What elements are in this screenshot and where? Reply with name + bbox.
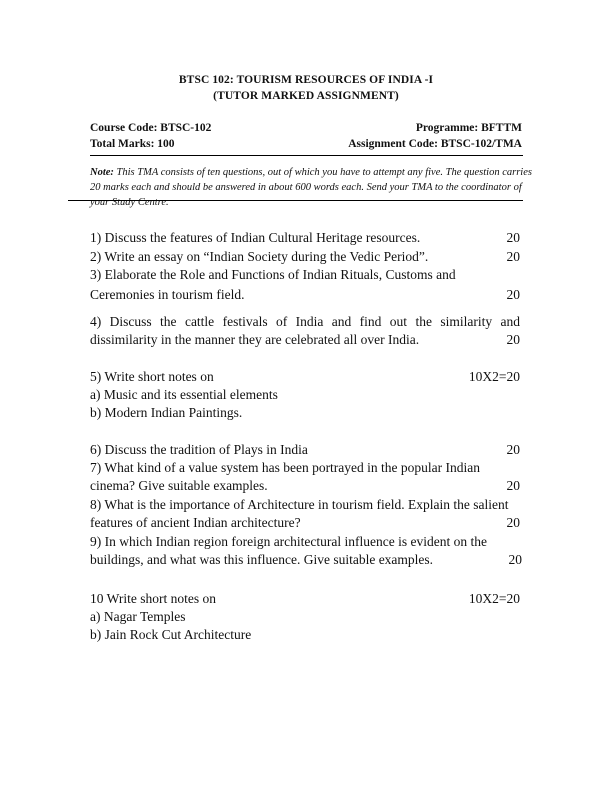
programme: Programme: BFTTM: [415, 122, 522, 134]
question-2-text: 2) Write an essay on “Indian Society during the Vedic Period”.: [90, 249, 429, 264]
question-3-line-2: Ceremonies in tourism field.: [90, 287, 245, 302]
question-1-text: 1) Discuss the features of Indian Cultural Heritage resources.: [90, 230, 421, 245]
question-4: [90, 313, 520, 349]
question-3: [90, 266, 520, 304]
question-3-line-1: 3) Elaborate the Role and Functions of Indian Rituals, Customs and: [90, 267, 456, 282]
question-8-line-2: features of ancient Indian architecture?: [90, 515, 301, 530]
course-code: Course Code: BTSC-102: [90, 122, 212, 134]
question-7: [90, 459, 520, 495]
question-8: [90, 496, 520, 532]
question-1: [90, 229, 520, 247]
question-4-marks: 20: [506, 332, 520, 347]
question-7-line-1: 7) What kind of a value system has been portrayed in the popular Indian: [90, 460, 481, 475]
question-7-marks: 20: [506, 478, 520, 493]
question-10: [90, 590, 520, 644]
question-8-line-1: 8) What is the importance of Architecture in tourism field. Explain the salient: [90, 497, 509, 512]
note-paragraph: [90, 165, 540, 210]
total-marks: Total Marks: 100: [90, 138, 175, 150]
meta-row-2: [90, 138, 522, 150]
question-10-text: 10 Write short notes on: [90, 591, 216, 606]
question-9-line-1: 9) In which Indian region foreign architectural influence is evident on the: [90, 534, 487, 549]
question-5-item-a: a) Music and its essential elements: [90, 387, 278, 402]
question-2-marks: 20: [506, 249, 520, 264]
question-5-marks: 10X2=20: [468, 369, 520, 384]
document-title: BTSC 102: TOURISM RESOURCES OF INDIA -I: [178, 74, 434, 86]
question-9-marks: 20: [508, 552, 522, 567]
question-10-item-a: a) Nagar Temples: [90, 609, 186, 624]
question-5-text: 5) Write short notes on: [90, 369, 214, 384]
question-10-item-b: b) Jain Rock Cut Architecture: [90, 627, 252, 642]
meta-row-1: [90, 122, 522, 134]
question-9: [90, 533, 522, 569]
divider-top: [90, 155, 523, 156]
question-8-marks: 20: [506, 515, 520, 530]
question-10-marks: 10X2=20: [468, 591, 520, 606]
divider-note: [68, 200, 523, 201]
question-4-line-1: 4) Discuss the cattle festivals of India and find out the similarity and: [90, 314, 520, 329]
question-1-marks: 20: [506, 230, 520, 245]
note-label: Note:: [90, 167, 114, 178]
question-6-marks: 20: [506, 442, 520, 457]
assignment-code: Assignment Code: BTSC-102/TMA: [348, 138, 522, 150]
question-2: [90, 248, 520, 266]
note-text: This TMA consists of ten questions, out of which you have to attempt any five. The question carries 20 marks each and should be answered in about 600 words each. Send your TMA to the coordinator of your Study Centre.: [90, 167, 532, 208]
question-3-marks: 20: [506, 287, 520, 302]
question-6: [90, 441, 520, 459]
document-subtitle: (TUTOR MARKED ASSIGNMENT): [213, 90, 399, 102]
question-6-text: 6) Discuss the tradition of Plays in India: [90, 442, 308, 457]
question-9-line-2: buildings, and what was this influence. Give suitable examples.: [90, 552, 434, 567]
question-5: [90, 368, 520, 422]
question-5-item-b: b) Modern Indian Paintings.: [90, 405, 243, 420]
question-4-line-2: dissimilarity in the manner they are celebrated all over India.: [90, 332, 420, 347]
question-7-line-2: cinema? Give suitable examples.: [90, 478, 268, 493]
